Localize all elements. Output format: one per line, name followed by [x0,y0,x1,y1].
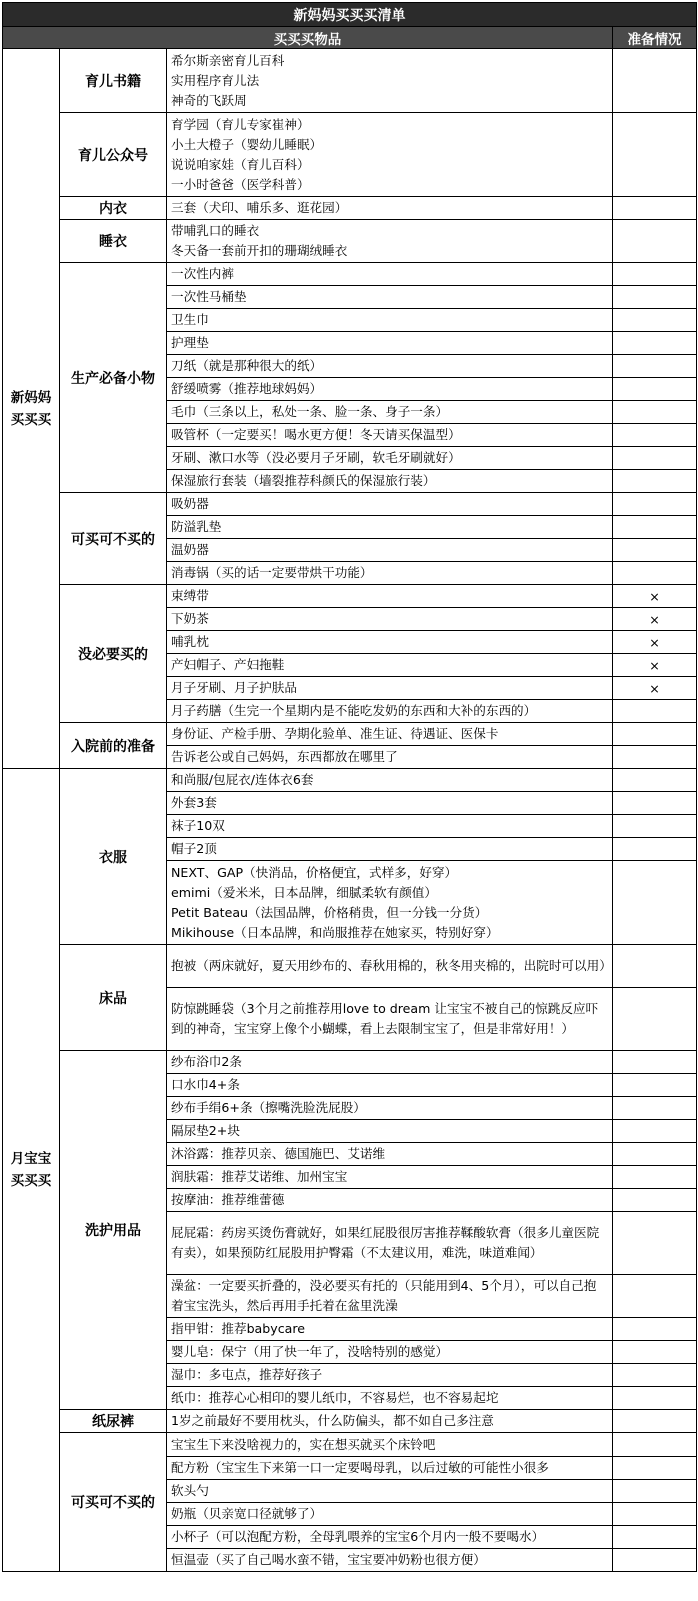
item-text: 屁屁霜：药房买烫伤膏就好，如果红屁股很厉害推荐鞣酸软膏（很多儿童医院有卖），如果预防红屁股用护臀霜（不太建议用，难洗，味道难闻） [171,1225,600,1260]
column-header-items: 买买买物品 [3,27,613,49]
item-cell [167,700,613,723]
item-cell [167,815,613,838]
status-cell [613,988,697,1051]
item-text: 月子药膳（生完一个星期内是不能吃发奶的东西和大补的东西的） [171,703,537,718]
category-label: 生产必备小物 [60,263,167,493]
item-text: 温奶器 [171,542,209,557]
item-text: 告诉老公或自己妈妈，东西都放在哪里了 [171,749,398,764]
status-cell [613,1143,697,1166]
item-text: 配方粉（宝宝生下来第一口一定要喝母乳，以后过敏的可能性小很多 [171,1460,549,1475]
item-text: 毛巾（三条以上，私处一条、脸一条、身子一条） [171,404,449,419]
list-row [3,723,697,746]
status-cell [613,769,697,792]
list-row [3,493,697,516]
status-cell [613,424,697,447]
item-text: 说说咱家娃（育儿百科） [171,156,310,172]
item-cell [167,1433,613,1457]
item-cell [167,792,613,815]
list-row [3,49,697,113]
status-cell [613,1410,697,1433]
item-text: 育学园（育儿专家崔神） [171,116,310,132]
item-text: 牙刷、漱口水等（没必要月子牙刷，软毛牙刷就好） [171,450,461,465]
item-cell [167,470,613,493]
item-cell [167,1480,613,1503]
status-cell [613,1549,697,1572]
status-cell [613,516,697,539]
item-cell [167,1120,613,1143]
category-label: 入院前的准备 [60,723,167,769]
item-text: NEXT、GAP（快消品，价格便宜，式样多，好穿） [171,864,458,880]
status-cell [613,1318,697,1341]
item-cell [167,1051,613,1074]
item-text: 澡盆：一定要买折叠的，没必要买有托的（只能用到4、5个月），可以自己抱着宝宝洗头，然后再用手托着在盆里洗澡 [171,1278,597,1313]
item-cell [167,355,613,378]
status-cell: × [613,631,697,654]
group-label [3,49,60,769]
item-text: 帽子2顶 [171,841,217,856]
item-cell [167,49,613,113]
status-cell [613,1097,697,1120]
status-cell [613,562,697,585]
category-label: 睡衣 [60,220,167,263]
item-cell [167,378,613,401]
list-row [3,197,697,220]
item-text: 保湿旅行套装（墙裂推荐科颜氏的保湿旅行装） [171,473,436,488]
item-text: 哺乳枕 [171,634,209,649]
item-cell [167,424,613,447]
status-cell: × [613,608,697,631]
status-cell [613,447,697,470]
item-cell [167,286,613,309]
item-text: 指甲钳：推荐babycare [171,1321,306,1336]
group-label-line: 买买买 [10,1173,52,1189]
item-cell [167,746,613,769]
list-row [3,769,697,792]
item-text: 一次性马桶垫 [171,289,247,304]
item-cell [167,1341,613,1364]
item-text: Mikihouse（日本品牌，和尚服推荐在她家买，特别好穿） [171,924,499,940]
item-text: 软头勺 [171,1483,209,1498]
category-label: 可买可不买的 [60,1433,167,1572]
status-cell [613,838,697,861]
status-cell [613,1433,697,1457]
item-text: 隔尿垫2+块 [171,1123,240,1138]
status-cell [613,1480,697,1503]
status-cell [613,1166,697,1189]
item-cell [167,654,613,677]
status-cell [613,1341,697,1364]
item-text: 奶瓶（贝亲宽口径就够了） [171,1506,323,1521]
category-label: 育儿公众号 [60,113,167,197]
status-cell [613,1457,697,1480]
item-cell [167,1166,613,1189]
item-text: 身份证、产检手册、孕期化验单、准生证、待遇证、医保卡 [171,726,499,741]
item-text: 冬天备一套前开扣的珊瑚绒睡衣 [171,243,348,258]
list-row [3,113,697,197]
item-cell [167,861,613,945]
group-label-line: 新妈妈 [10,389,52,406]
item-cell [167,1143,613,1166]
item-cell [167,1189,613,1212]
item-text: 舒缓喷雾（推荐地球妈妈） [171,381,323,396]
category-label: 洗护用品 [60,1051,167,1410]
status-cell [613,1364,697,1387]
item-cell [167,220,613,263]
status-cell [613,355,697,378]
category-label: 衣服 [60,769,167,945]
status-cell [613,815,697,838]
status-cell [613,1503,697,1526]
item-text: 宝宝生下来没啥视力的，实在想买就买个床铃吧 [171,1436,436,1452]
status-cell: × [613,677,697,700]
item-cell [167,945,613,988]
item-cell [167,197,613,220]
item-text: 防溢乳垫 [171,519,222,534]
status-cell [613,220,697,263]
column-header-status: 准备情况 [613,27,697,49]
group-label [3,769,60,1572]
item-cell [167,539,613,562]
status-cell [613,1120,697,1143]
item-cell [167,1275,613,1318]
item-cell [167,1503,613,1526]
status-cell [613,1051,697,1074]
item-text: 月子牙刷、月子护肤品 [171,680,297,695]
item-text: 下奶茶 [171,611,209,626]
status-cell: × [613,585,697,608]
item-cell [167,332,613,355]
item-text: 按摩油：推荐维蕾德 [171,1192,285,1207]
item-cell [167,309,613,332]
item-text: 抱被（两床就好，夏天用纱布的、春秋用棉的，秋冬用夹棉的，出院时可以用） [171,958,612,973]
item-text: 消毒锅（买的话一定要带烘干功能） [171,565,373,580]
item-text: 纱布浴巾2条 [171,1054,242,1069]
item-text: 带哺乳口的睡衣 [171,223,260,238]
list-row [3,1051,697,1074]
status-cell [613,945,697,988]
list-row [3,1433,697,1457]
status-cell [613,1387,697,1410]
item-cell [167,516,613,539]
status-cell [613,401,697,424]
list-row [3,945,697,988]
status-cell [613,493,697,516]
status-cell [613,197,697,220]
item-text: 刀纸（就是那种很大的纸） [171,358,323,373]
item-text: 湿巾：多屯点，推荐好孩子 [171,1367,323,1382]
status-cell [613,1212,697,1275]
list-row [3,585,697,608]
status-cell [613,263,697,286]
item-text: 纸巾：推荐心心相印的婴儿纸巾，不容易烂，也不容易起坨 [171,1390,499,1405]
item-cell [167,585,613,608]
category-label: 床品 [60,945,167,1051]
item-cell [167,493,613,516]
item-cell [167,1074,613,1097]
item-text: 护理垫 [171,335,209,350]
item-cell [167,562,613,585]
item-cell [167,1212,613,1275]
item-text: 产妇帽子、产妇拖鞋 [171,657,285,672]
category-label: 育儿书籍 [60,49,167,113]
item-cell [167,1457,613,1480]
item-cell [167,113,613,197]
status-cell [613,539,697,562]
list-row [3,1410,697,1433]
group-label-line: 买买买 [10,411,52,428]
status-cell [613,113,697,197]
status-cell [613,332,697,355]
item-cell [167,608,613,631]
list-row [3,263,697,286]
item-text: 口水巾4+条 [171,1077,240,1092]
shopping-list-table [2,2,697,1572]
status-cell [613,1526,697,1549]
category-label: 纸尿裤 [60,1410,167,1433]
item-text: 润肤霜：推荐艾诺维、加州宝宝 [171,1169,348,1184]
item-cell [167,838,613,861]
item-cell [167,1526,613,1549]
item-text: 三套（犬印、哺乐多、逛花园） [171,200,348,215]
item-cell [167,1410,613,1433]
item-text: 一小时爸爸（医学科普） [171,176,310,192]
item-text: 小杯子（可以泡配方粉，全母乳喂养的宝宝6个月内一般不要喝水） [171,1529,545,1544]
item-text: 卫生巾 [171,312,209,327]
item-text: 吸管杯（一定要买！喝水更方便！冬天请买保温型） [171,427,461,442]
item-text: 纱布手绢6+条（擦嘴洗脸洗屁股） [171,1100,366,1115]
item-cell [167,769,613,792]
item-cell [167,447,613,470]
item-cell [167,401,613,424]
item-text: emimi（爱米米，日本品牌，细腻柔软有颜值） [171,884,437,900]
item-text: 束缚带 [171,588,209,603]
item-text: 小土大橙子（婴幼儿睡眠） [171,136,323,152]
item-text: 一次性内裤 [171,266,234,281]
status-cell [613,470,697,493]
item-text: 实用程序育儿法 [171,72,260,88]
item-text: 希尔斯亲密育儿百科 [171,52,285,68]
item-text: 袜子10双 [171,818,225,833]
status-cell [613,49,697,113]
status-cell: × [613,654,697,677]
category-label: 可买可不买的 [60,493,167,585]
item-text: 恒温壶（买了自己喝水蛮不错，宝宝要冲奶粉也很方便） [171,1552,486,1567]
status-cell [613,792,697,815]
status-cell [613,286,697,309]
item-text: 和尚服/包屁衣/连体衣6套 [171,772,314,787]
item-cell [167,631,613,654]
item-text: 防惊跳睡袋（3个月之前推荐用love to dream 让宝宝不被自己的惊跳反应吓到的神奇，宝宝穿上像个小蝴蝶，看上去限制宝宝了，但是非常好用！） [171,1001,599,1036]
item-text: 婴儿皂：保宁（用了快一年了，没啥特别的感觉） [171,1344,449,1359]
group-label-line: 月宝宝 [10,1151,52,1167]
item-cell [167,1318,613,1341]
status-cell [613,1074,697,1097]
item-text: Petit Bateau（法国品牌，价格稍贵，但一分钱一分货） [171,904,488,920]
category-label: 内衣 [60,197,167,220]
status-cell [613,746,697,769]
item-cell [167,1387,613,1410]
status-cell [613,309,697,332]
item-text: 吸奶器 [171,496,209,511]
list-row [3,220,697,263]
item-text: 外套3套 [171,795,217,810]
status-cell [613,861,697,945]
item-cell [167,1549,613,1572]
item-text: 沐浴露：推荐贝亲、德国施巴、艾诺维 [171,1146,386,1161]
item-cell [167,263,613,286]
sheet-title: 新妈妈买买买清单 [3,3,697,27]
category-label: 没必要买的 [60,585,167,723]
status-cell [613,1275,697,1318]
status-cell [613,1189,697,1212]
item-text: 神奇的飞跃周 [171,92,247,108]
item-cell [167,1364,613,1387]
item-cell [167,988,613,1051]
status-cell [613,723,697,746]
item-cell [167,677,613,700]
item-text: 1岁之前最好不要用枕头，什么防偏头，都不如自己多注意 [171,1413,494,1428]
status-cell [613,700,697,723]
item-cell [167,723,613,746]
item-cell [167,1097,613,1120]
status-cell [613,378,697,401]
